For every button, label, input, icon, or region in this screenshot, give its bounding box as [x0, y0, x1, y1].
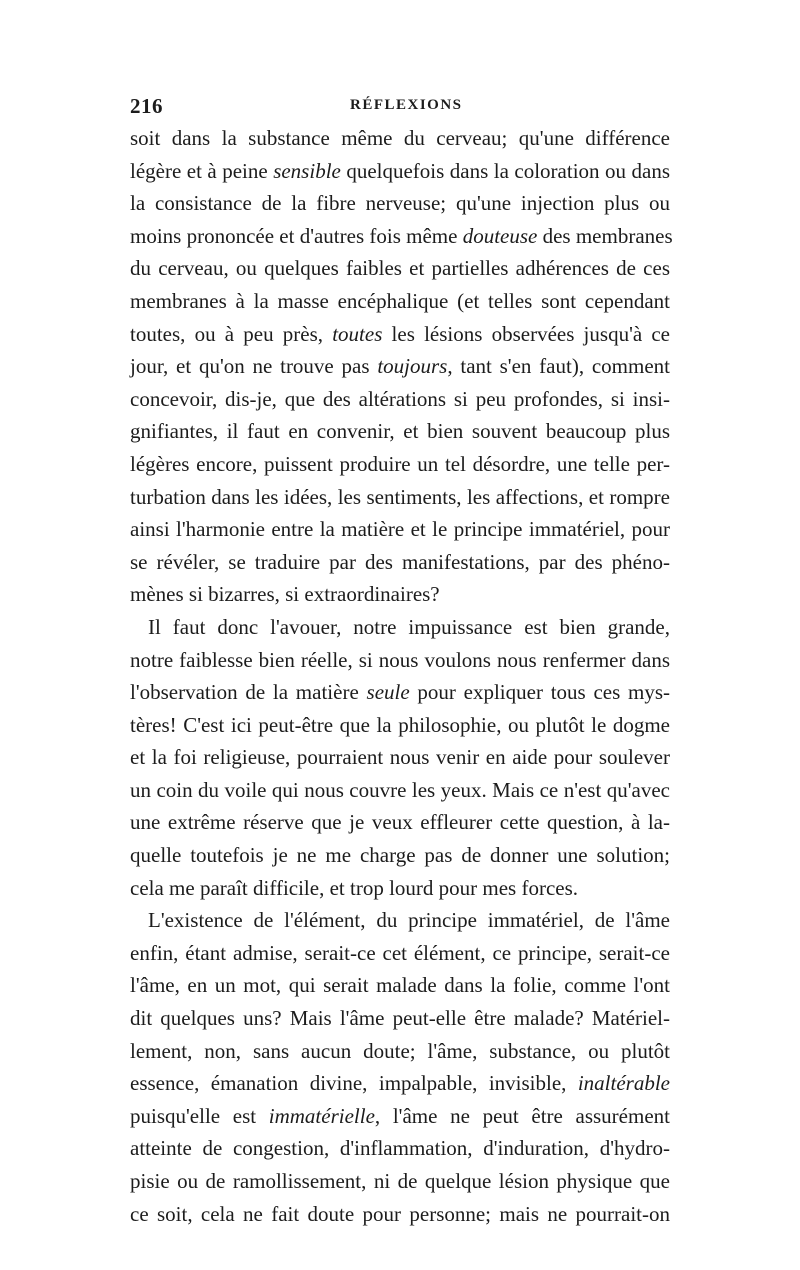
text-line: notre faiblesse bien réelle, si nous voulons nous renfermer dans — [130, 647, 670, 672]
italic-text: immatérielle — [268, 1103, 375, 1128]
text-run: légère et à peine — [130, 158, 274, 183]
body-text — [130, 122, 673, 1230]
text-line: soit dans la substance même du cerveau; qu'une différence — [130, 126, 670, 150]
text-line: un coin du voile qui nous couvre les yeux. Mais ce n'est qu'avec — [130, 777, 670, 802]
text-run: puisqu'elle est — [130, 1103, 269, 1128]
text-line: la consistance de la fibre nerveuse; qu'une injection plus ou — [130, 191, 670, 216]
page-number: 216 — [130, 94, 163, 118]
text-line: se révéler, se traduire par des manifestations, par des phéno- — [130, 549, 670, 574]
text-line — [130, 318, 670, 351]
text-run: toutes, ou à peu près, — [130, 321, 333, 346]
text-line: L'existence de l'élément, du principe immatériel, de l'âme — [148, 908, 670, 933]
text-line: légères encore, puissent produire un tel désordre, une telle per- — [130, 451, 670, 476]
text-line: cela me paraît difficile, et trop lourd pour mes forces. — [130, 875, 579, 900]
text-run: quelquefois dans la coloration ou dans — [340, 158, 670, 183]
text-line — [130, 350, 670, 383]
text-line — [130, 220, 673, 253]
text-line: quelle toutefois je ne me charge pas de donner une solution; — [130, 843, 670, 868]
text-line: membranes à la masse encéphalique (et telles sont cependant — [130, 288, 670, 313]
text-line: tères! C'est ici peut-être que la philosophie, ou plutôt le dogme — [130, 712, 670, 737]
running-title: RÉFLEXIONS — [350, 97, 463, 113]
italic-text: toutes — [332, 321, 383, 346]
text-run: l'observation de la matière — [130, 680, 367, 705]
italic-text: toujours — [377, 354, 448, 379]
text-run: pour expliquer tous ces mys- — [409, 680, 671, 705]
text-line: pisie ou de ramollissement, ni de quelque lésion physique que — [130, 1169, 670, 1193]
text-line: concevoir, dis-je, que des altérations si peu profondes, si insi- — [130, 386, 670, 411]
italic-text: seule — [366, 680, 410, 705]
text-line — [130, 1067, 670, 1100]
text-line: ainsi l'harmonie entre la matière et le principe immatériel, pour — [130, 517, 670, 542]
text-line: turbation dans les idées, les sentiments, les affections, et rompre — [130, 484, 670, 509]
text-line: gnifiantes, il faut en convenir, et bien souvent beaucoup plus — [130, 419, 670, 444]
text-run: les lésions observées jusqu'à ce — [382, 321, 670, 346]
text-line: dit quelques uns? Mais l'âme peut-elle être malade? Matériel- — [130, 1006, 670, 1031]
text-line: et la foi religieuse, pourraient nous venir en aide pour soulever — [130, 745, 670, 770]
text-run: , tant s'en faut), comment — [447, 354, 670, 379]
text-line: lement, non, sans aucun doute; l'âme, substance, ou plutôt — [130, 1038, 670, 1063]
text-run: jour, et qu'on ne trouve pas — [130, 354, 378, 379]
text-run: essence, émanation divine, impalpable, invisible, — [130, 1071, 578, 1096]
page-header — [130, 94, 670, 124]
italic-text: sensible — [273, 158, 341, 183]
italic-text: inaltérable — [577, 1071, 670, 1096]
text-line: du cerveau, ou quelques faibles et partielles adhérences de ces — [130, 256, 670, 281]
text-line: ce soit, cela ne fait doute pour personne; mais ne pourrait-on — [130, 1201, 670, 1226]
italic-text: douteuse — [462, 223, 538, 248]
text-line: une extrême réserve que je veux effleurer cette question, à la- — [130, 810, 670, 835]
text-line: Il faut donc l'avouer, notre impuissance est bien grande, — [148, 614, 670, 639]
text-line: mènes si bizarres, si extraordinaires? — [130, 582, 440, 607]
text-line: enfin, étant admise, serait-ce cet élément, ce principe, serait-ce — [130, 940, 670, 965]
text-line: l'âme, en un mot, qui serait malade dans la folie, comme l'ont — [130, 973, 670, 998]
text-run: moins prononcée et d'autres fois même — [130, 223, 463, 248]
text-run: des membranes — [537, 223, 673, 248]
text-line — [130, 676, 670, 709]
text-run: , l'âme ne peut être assurément — [374, 1103, 670, 1128]
text-line — [130, 1100, 670, 1133]
text-line: atteinte de congestion, d'inflammation, d'induration, d'hydro- — [130, 1136, 670, 1161]
text-line — [130, 155, 670, 188]
